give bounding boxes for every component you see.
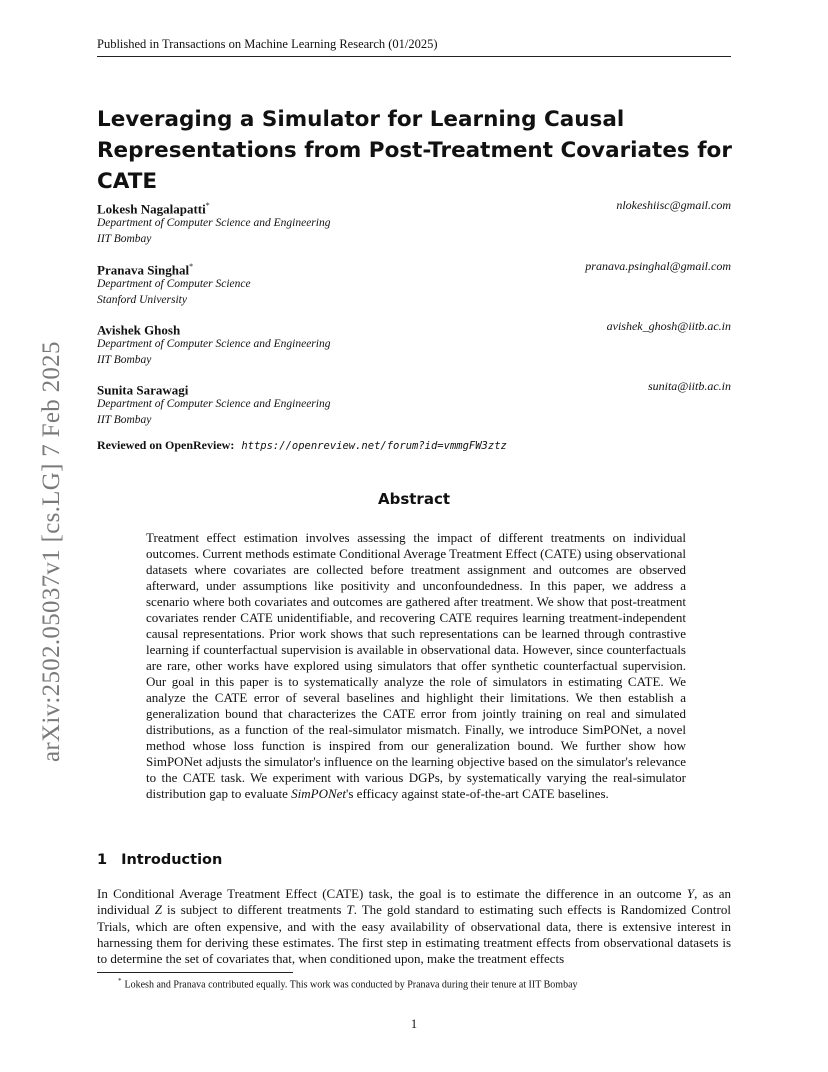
- author-block: [97, 379, 731, 428]
- math-var: Y: [686, 886, 695, 901]
- author-block: [97, 259, 731, 308]
- author-department: Department of Computer Science: [97, 278, 251, 291]
- arxiv-stamp: arXiv:2502.05037v1 [cs.LG] 7 Feb 2025: [38, 341, 65, 762]
- author-department: Department of Computer Science and Engineering: [97, 217, 331, 230]
- author-institution: IIT Bombay: [97, 353, 152, 366]
- author-name: Avishek Ghosh: [97, 322, 181, 338]
- introduction-text: In Conditional Average Treatment Effect (CATE) task, the goal is to estimate the difference in an outcome Y, as an individual Z is subject to different treatments T. The gold standard to estimating such effects is Randomized Control Trials, which are often expensive, and with the easy availability of observational data, there is extensive interest in harnessing them for deriving these estimates. The first step in estimating treatment effects from observational datasets is to determine the set of covariates that, when conditioned upon, make the treatment effects: [97, 886, 731, 967]
- footnote-mark: *: [189, 262, 194, 271]
- author-institution: IIT Bombay: [97, 232, 152, 245]
- author-block: [97, 198, 731, 247]
- abstract-text: Treatment effect estimation involves assessing the impact of different treatments on individual outcomes. Current methods estimate Conditional Average Treatment Effect (CATE) using observational datasets where covariates are collected before treatment assignment and outcomes are observed afterward, under assumptions like positivity and unconfoundedness. In this paper, we address a scenario where both covariates and outcomes are gathered after treatment. We show that post-treatment covariates render CATE unidentifiable, and recovering CATE requires learning treatment-independent causal representations. Prior work shows that such representations can be learned through contrastive learning if counterfactual supervision is available in observational data. However, since counterfactuals are rare, other works have explored using simulators that offer synthetic counterfactual supervision. Our goal in this paper is to systematically analyze the role of simulators in estimating CATE. We analyze the CATE error of several baselines and highlight their limitations. We then establish a generalization bound that characterizes the CATE error from jointly training on real and simulated distributions, as a function of the real-simulator mismatch. Finally, we introduce SimPONet, a novel method whose loss function is inspired from our generalization bound. We further show how SimPONet adjusts the simulator's influence on the learning objective based on the simulator's relevance to the CATE task. We experiment with various DGPs, by systematically varying the real-simulator distribution gap to evaluate SimPONet's efficacy against state-of-the-art CATE baselines.: [146, 530, 686, 801]
- method-name: SimPONet: [291, 786, 347, 801]
- author-name: Lokesh Nagalapatti*: [97, 201, 210, 217]
- footnote-mark: *: [205, 201, 210, 210]
- section-heading-introduction: [97, 852, 222, 868]
- author-name: Pranava Singhal*: [97, 262, 194, 278]
- abstract-heading: Abstract: [377, 490, 451, 508]
- running-header: Published in Transactions on Machine Learning Research (01/2025): [97, 37, 731, 57]
- page-number: 1: [410, 1017, 418, 1031]
- author-block: [97, 319, 731, 368]
- author-department: Department of Computer Science and Engineering: [97, 338, 331, 351]
- math-var: T: [346, 902, 354, 918]
- footnote-rule: [97, 972, 293, 973]
- author-name: Sunita Sarawagi: [97, 382, 189, 398]
- reviewed-line: [97, 438, 507, 453]
- math-var: Z: [154, 902, 162, 918]
- openreview-link[interactable]: https://openreview.net/forum?id=vmmgFW3ztz: [241, 440, 507, 452]
- footnote-mark: *: [118, 977, 122, 985]
- author-email: avishek_ghosh@iitb.ac.in: [606, 319, 731, 333]
- paper-title: Leveraging a Simulator for Learning Causal Representations from Post-Treatment Covariates for CATE: [97, 107, 732, 194]
- author-email: sunita@iitb.ac.in: [647, 379, 731, 393]
- author-email: nlokeshiisc@gmail.com: [616, 198, 731, 212]
- author-institution: IIT Bombay: [97, 413, 152, 426]
- section-title: Introduction: [121, 852, 223, 868]
- author-department: Department of Computer Science and Engineering: [97, 398, 331, 411]
- reviewed-label: Reviewed on OpenReview:: [97, 438, 235, 452]
- author-email: pranava.psinghal@gmail.com: [585, 259, 731, 273]
- author-institution: Stanford University: [97, 293, 187, 306]
- footnote: * Lokesh and Pranava contributed equally. This work was conducted by Pranava during their tenure at IIT Bombay: [118, 977, 578, 991]
- section-number: 1: [97, 852, 108, 868]
